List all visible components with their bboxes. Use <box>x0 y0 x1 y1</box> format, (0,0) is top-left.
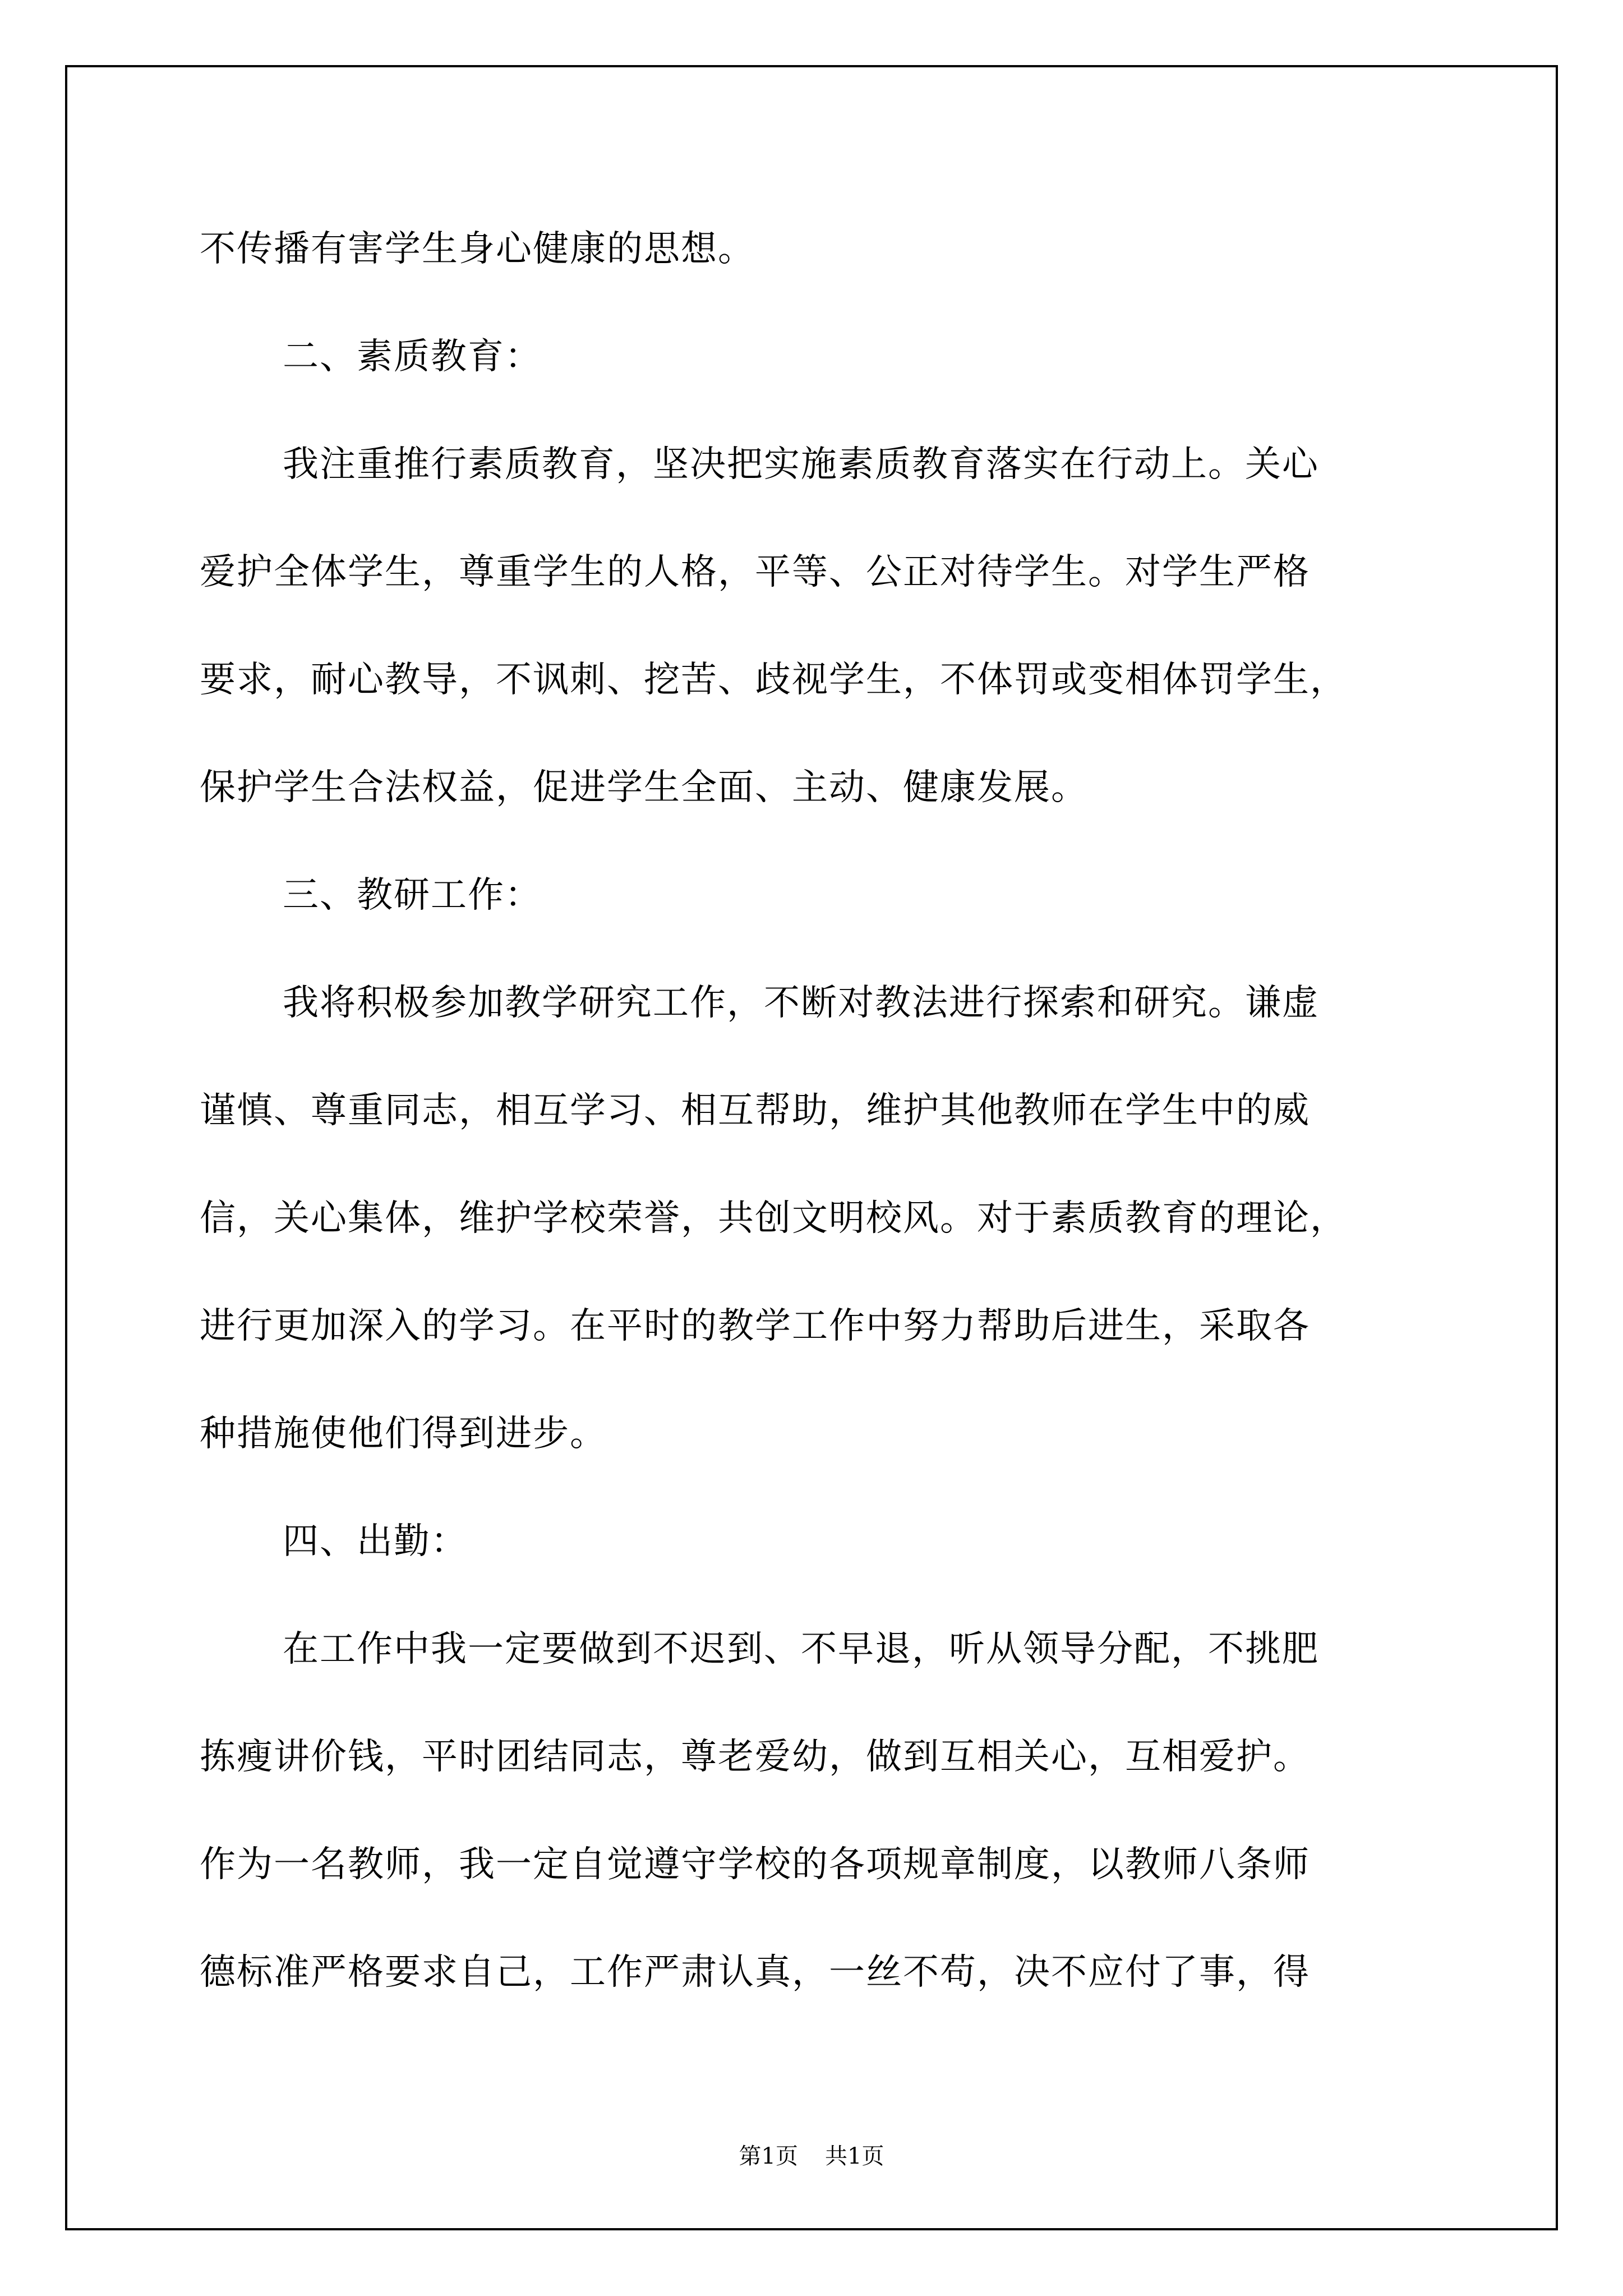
text-line: 拣瘦讲价钱，平时团结同志，尊老爱幼，做到互相关心，互相爱护。 <box>200 1736 1310 1778</box>
text-line: 信，关心集体，维护学校荣誉，共创文明校风。对于素质教育的理论， <box>200 1198 1347 1239</box>
text-line: 不传播有害学生身心健康的思想。 <box>200 228 755 270</box>
text-line: 进行更加深入的学习。在平时的教学工作中努力帮助后进生，采取各 <box>200 1305 1310 1347</box>
text-line: 我将积极参加教学研究工作，不断对教法进行探索和研究。谦虚 <box>283 982 1319 1024</box>
page-number: 第1页 <box>739 2143 798 2169</box>
page-border <box>65 65 1558 2230</box>
text-line: 德标准严格要求自己，工作严肃认真，一丝不苟，决不应付了事，得 <box>200 1952 1310 1993</box>
text-line: 在工作中我一定要做到不迟到、不早退，听从领导分配，不挑肥 <box>283 1628 1319 1670</box>
page-footer <box>0 2145 1623 2168</box>
text-line: 爱护全体学生，尊重学生的人格，平等、公正对待学生。对学生严格 <box>200 551 1310 593</box>
text-line: 要求，耐心教导，不讽刺、挖苦、歧视学生，不体罚或变相体罚学生， <box>200 659 1347 701</box>
text-line: 作为一名教师，我一定自觉遵守学校的各项规章制度，以教师八条师 <box>200 1844 1310 1885</box>
section-heading-3: 三、教研工作： <box>283 875 542 916</box>
text-line: 谨慎、尊重同志，相互学习、相互帮助，维护其他教师在学生中的威 <box>200 1090 1310 1131</box>
text-line: 种措施使他们得到进步。 <box>200 1413 607 1455</box>
text-line: 保护学生合法权益，促进学生全面、主动、健康发展。 <box>200 767 1088 808</box>
page-total: 共1页 <box>825 2143 884 2169</box>
section-heading-4: 四、出勤： <box>283 1521 468 1562</box>
text-line: 我注重推行素质教育，坚决把实施素质教育落实在行动上。关心 <box>283 444 1319 485</box>
section-heading-2: 二、素质教育： <box>283 336 542 378</box>
